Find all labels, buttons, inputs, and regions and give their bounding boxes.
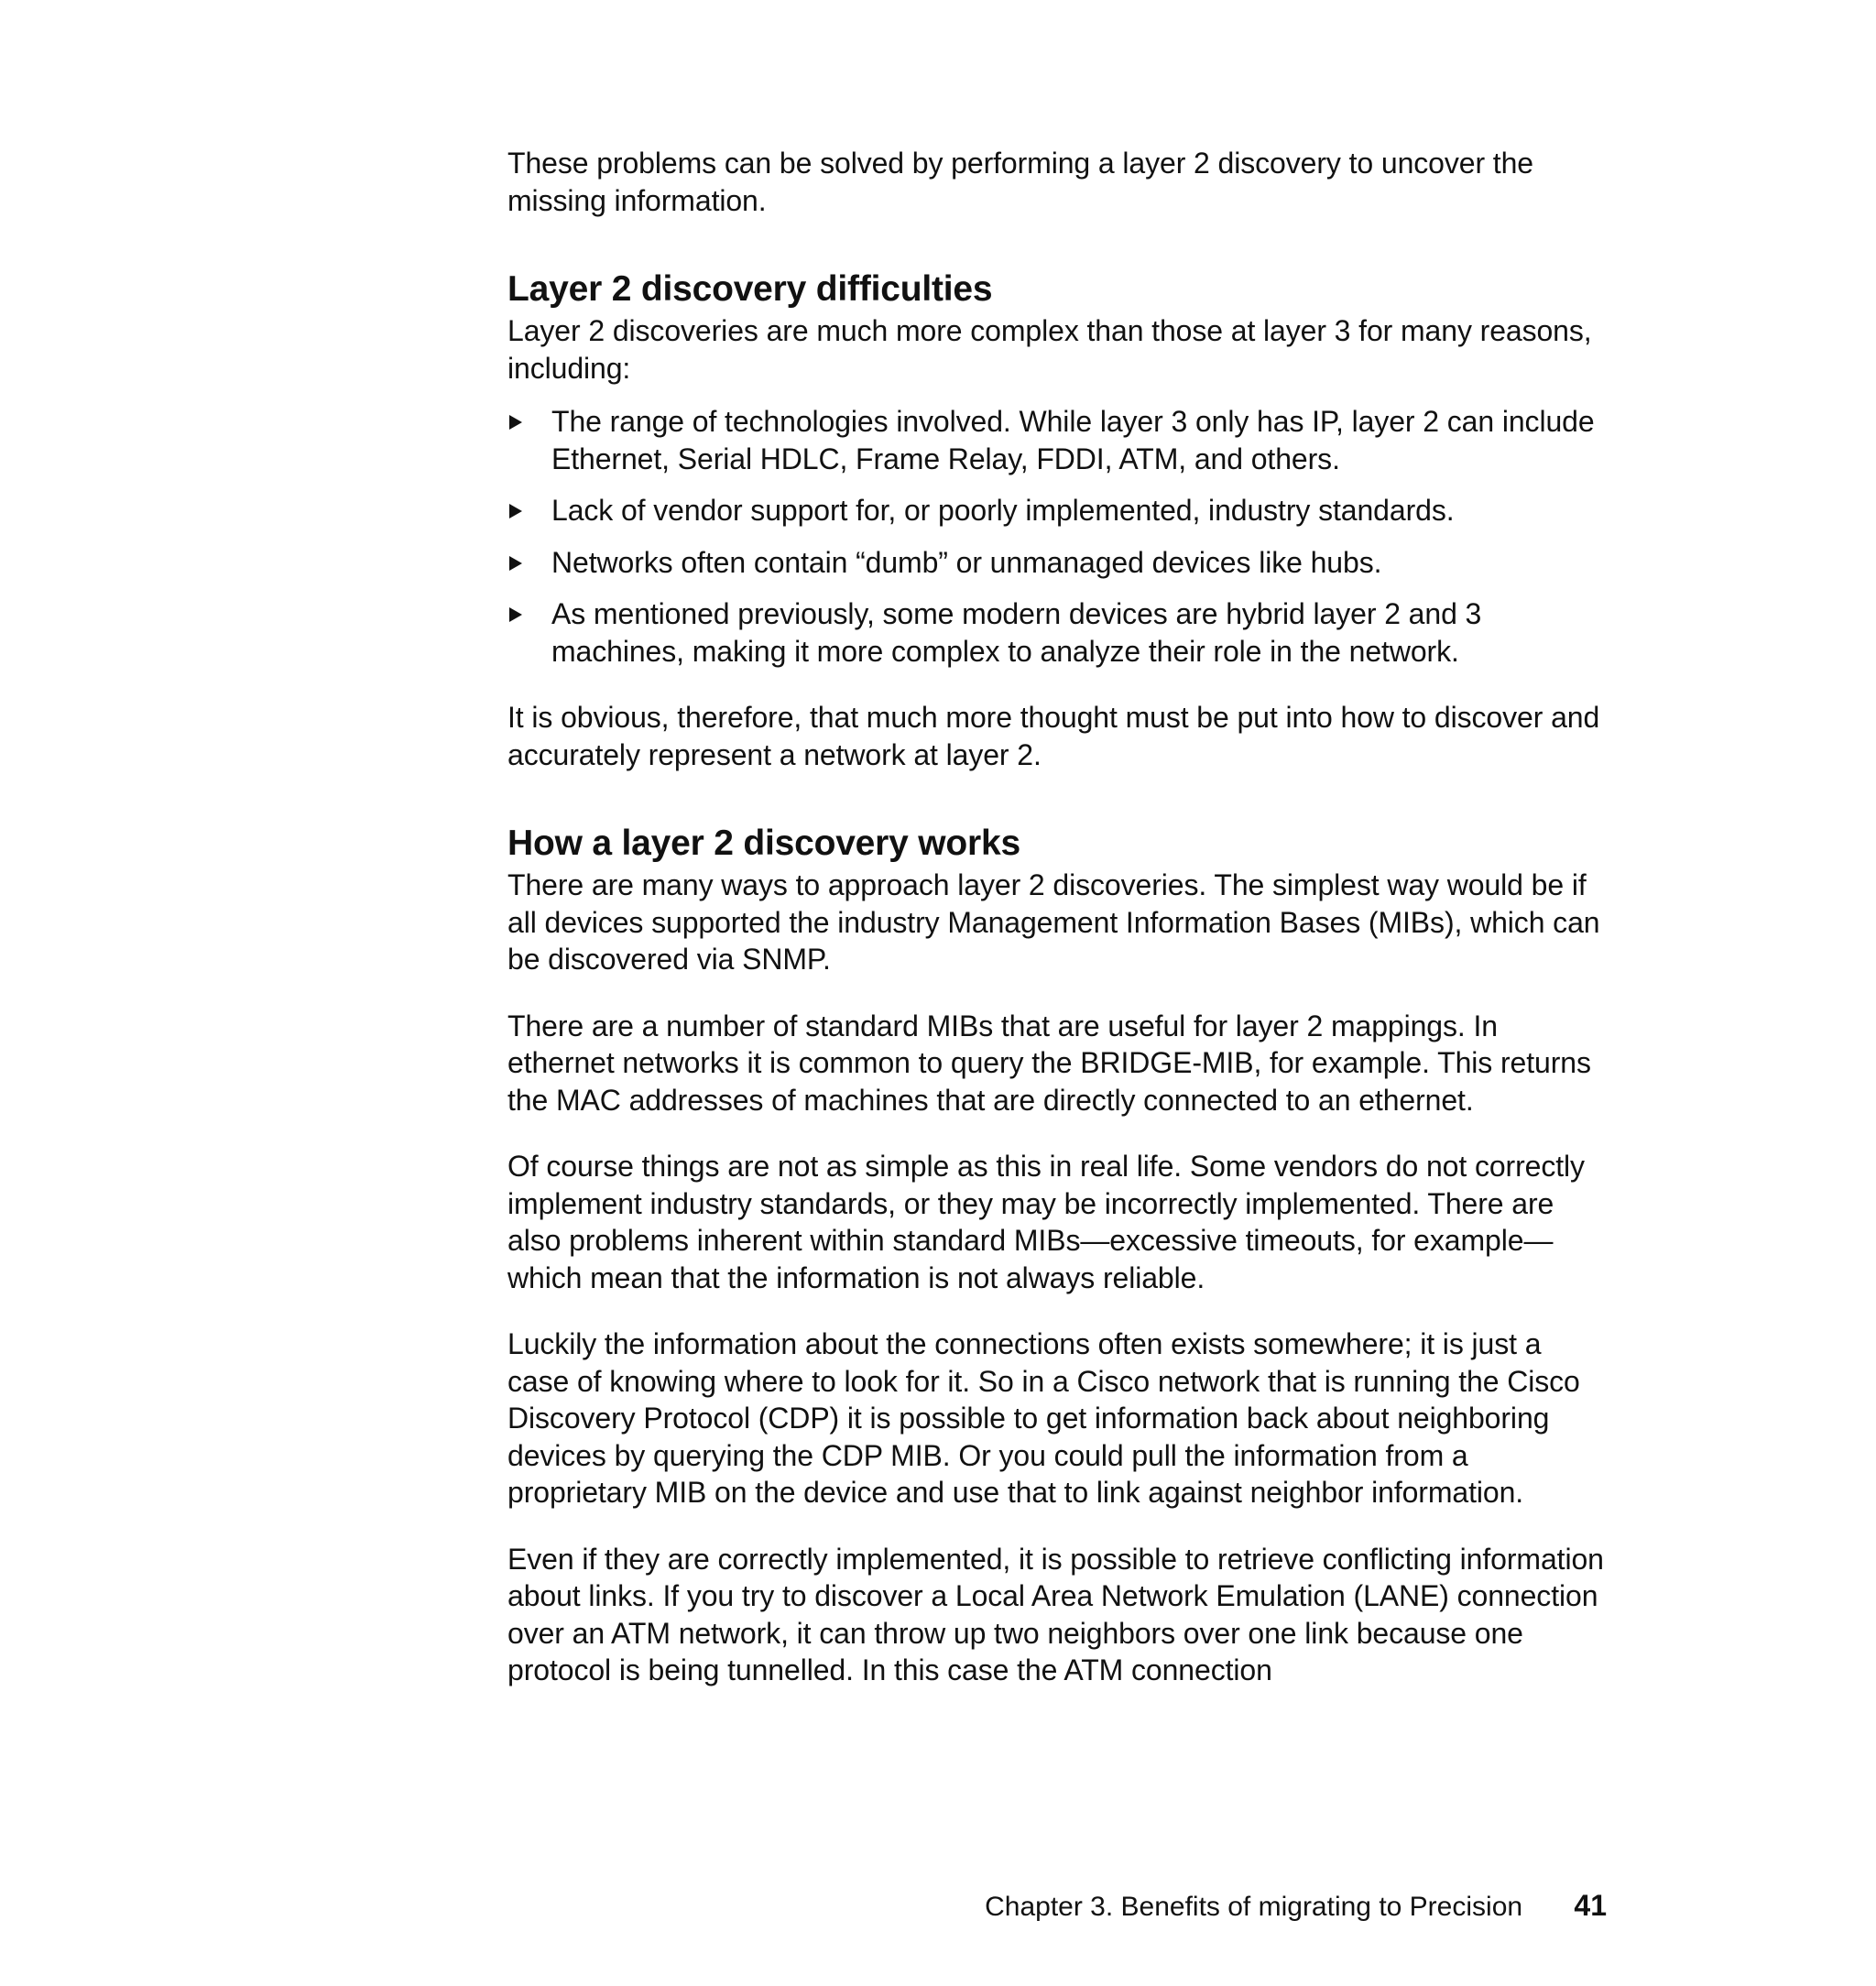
bullet-text: The range of technologies involved. While layer 3 only has IP, layer 2 can include Ethernet, Serial HDLC, Frame Relay, FDDI, ATM, and others. [551,405,1595,475]
section2-paragraph: Luckily the information about the connections often exists somewhere; it is just a case of knowing where to look for it. So in a Cisco network that is running the Cisco Discovery Protocol (CDP) it is possible to get information back about neighboring devices by querying the CDP MIB. Or you could pull the information from a proprietary MIB on the device and use that to link against neighbor information. [507,1327,1580,1509]
footer-chapter-title: Chapter 3. Benefits of migrating to Precision [985,1892,1523,1922]
section-heading-layer2-difficulties: Layer 2 discovery difficulties [507,269,993,309]
difficulties-bullet-list [507,403,1607,670]
section2-paragraph: There are many ways to approach layer 2 discoveries. The simplest way would be if all devices supported the industry Management Information Bases (MIBs), which can be discovered via SNMP. [507,868,1600,976]
section1-conclusion-paragraph: It is obvious, therefore, that much more thought must be put into how to discover and accurately represent a network at layer 2. [507,701,1600,771]
bullet-text: As mentioned previously, some modern devices are hybrid layer 2 and 3 machines, making it more complex to analyze their role in the network. [551,597,1482,668]
bullet-item [507,492,1607,529]
bullet-item [507,595,1607,670]
section-heading-how-layer2-works: How a layer 2 discovery works [507,824,1020,863]
bullet-text: Lack of vendor support for, or poorly implemented, industry standards. [551,494,1455,527]
bullet-text: Networks often contain “dumb” or unmanaged devices like hubs. [551,545,1382,579]
bullet-item [507,403,1607,477]
triangle-bullet-icon [509,415,522,430]
section2-paragraph: Of course things are not as simple as this in real life. Some vendors do not correctly implement industry standards, or they may be incorrectly implemented. There are also problems inherent within standard MIBs—excessive timeouts, for example—which mean that the information is not always reliable. [507,1150,1585,1294]
page-number: 41 [1574,1889,1607,1922]
triangle-bullet-icon [509,556,522,571]
section1-lead-paragraph: Layer 2 discoveries are much more complex than those at layer 3 for many reasons, including: [507,314,1592,385]
page-content [507,145,1607,1719]
triangle-bullet-icon [509,607,522,622]
bullet-item [507,544,1607,582]
page-footer [985,1887,1607,1926]
triangle-bullet-icon [509,504,522,518]
intro-paragraph: These problems can be solved by performing a layer 2 discovery to uncover the missing information. [507,147,1533,217]
section2-paragraph: There are a number of standard MIBs that are useful for layer 2 mappings. In ethernet networks it is common to query the BRIDGE-MIB, for example. This returns the MAC addresses of machines that are directly connected to an ethernet. [507,1009,1591,1117]
section2-paragraph: Even if they are correctly implemented, it is possible to retrieve conflicting information about links. If you try to discover a Local Area Network Emulation (LANE) connection over an ATM network, it can throw up two neighbors over one link because one protocol is being tunnelled. In this case the ATM connection [507,1542,1604,1686]
